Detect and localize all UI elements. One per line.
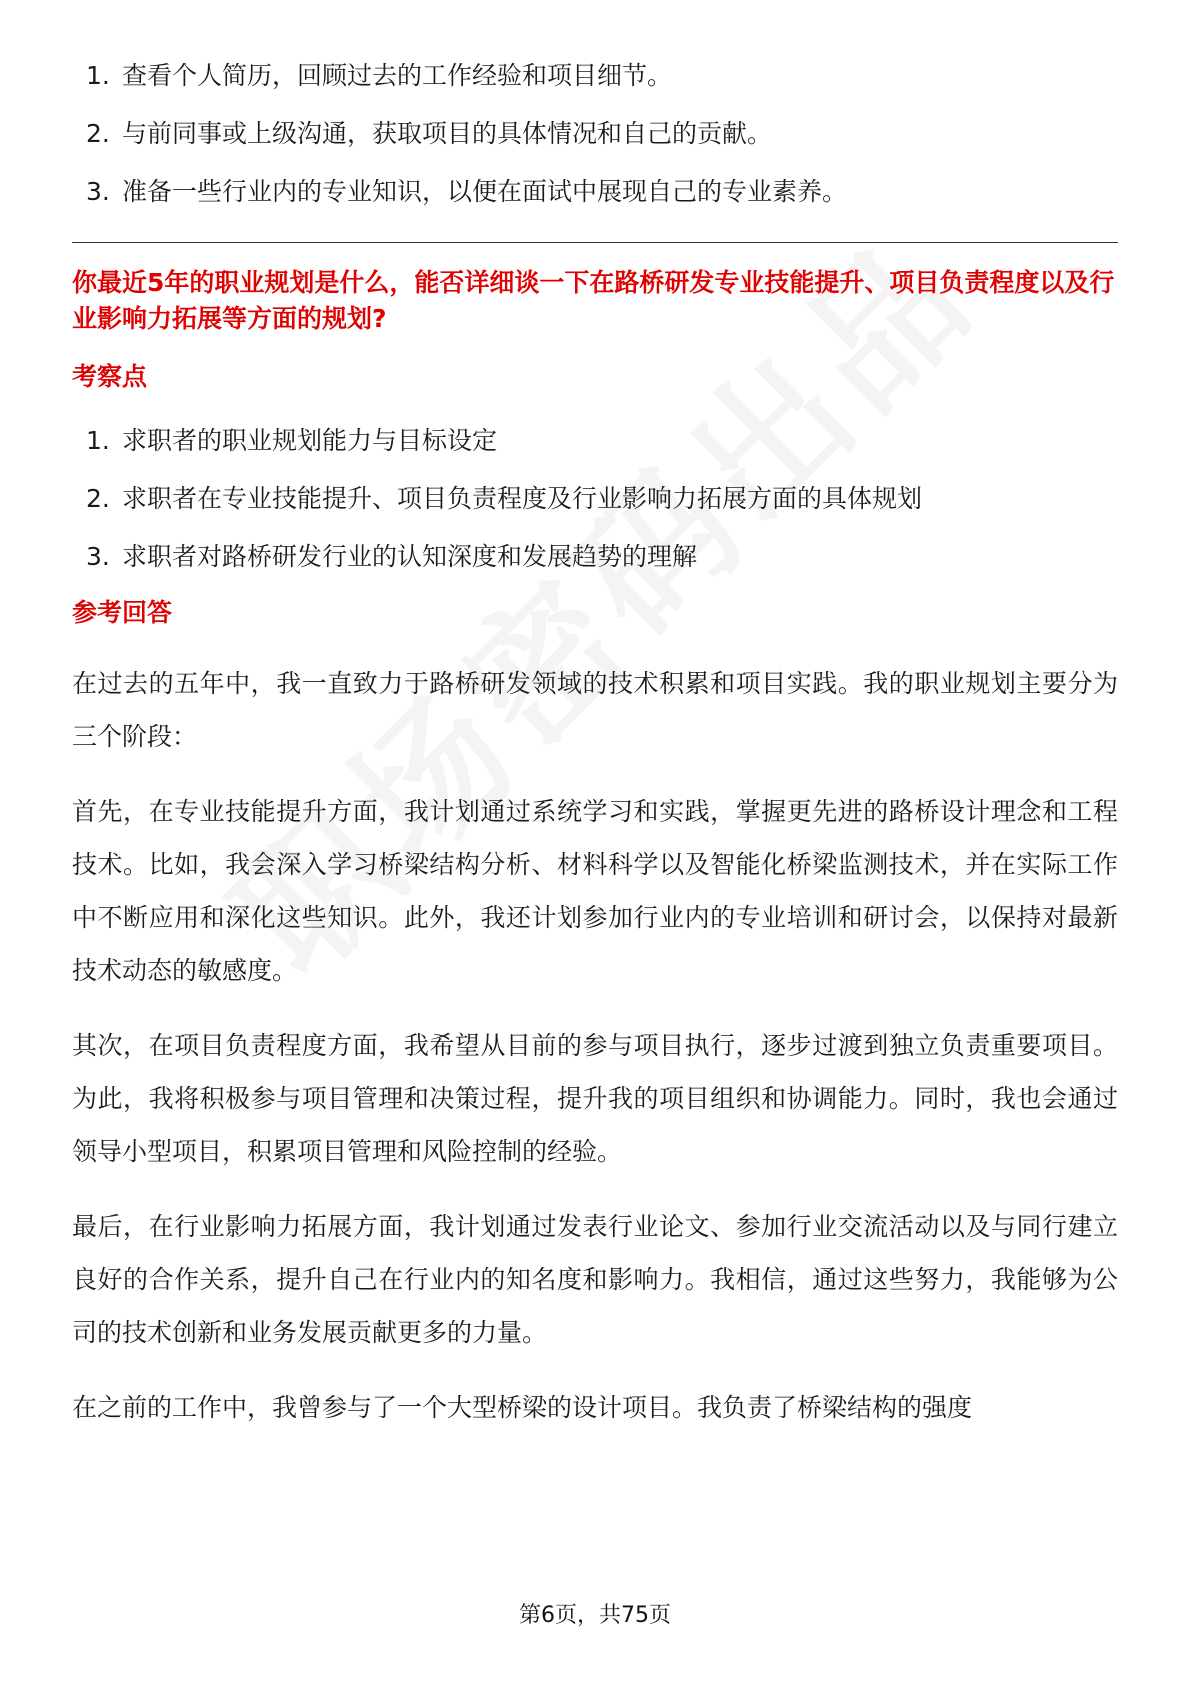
list-number: 2.	[86, 484, 110, 513]
list-item-text: 查看个人简历，回顾过去的工作经验和项目细节。	[122, 61, 673, 90]
focus-list	[72, 421, 1118, 577]
answer-paragraph: 在过去的五年中，我一直致力于路桥研发领域的技术积累和项目实践。我的职业规划主要分为三个阶段：	[72, 669, 1118, 751]
list-item	[72, 56, 1118, 96]
answer-paragraph: 其次，在项目负责程度方面，我希望从目前的参与项目执行，逐步过渡到独立负责重要项目。为此，我将积极参与项目管理和决策过程，提升我的项目组织和协调能力。同时，我也会通过领导小型项目，积累项目管理和风险控制的经验。	[72, 1031, 1118, 1166]
list-item-text: 与前同事或上级沟通，获取项目的具体情况和自己的贡献。	[122, 119, 773, 148]
list-item	[72, 172, 1118, 212]
section-divider	[72, 242, 1118, 243]
answer-paragraph: 首先，在专业技能提升方面，我计划通过系统学习和实践，掌握更先进的路桥设计理念和工程技术。比如，我会深入学习桥梁结构分析、材料科学以及智能化桥梁监测技术，并在实际工作中不断应用和深化这些知识。此外，我还计划参加行业内的专业培训和研讨会，以保持对最新技术动态的敏感度。	[72, 797, 1118, 985]
focus-heading: 考察点	[72, 362, 148, 391]
preparation-list	[72, 56, 1118, 212]
interview-question: 你最近5年的职业规划是什么，能否详细谈一下在路桥研发专业技能提升、项目负责程度以及行业影响力拓展等方面的规划?	[72, 268, 1115, 333]
list-number: 1.	[86, 61, 110, 90]
list-number: 3.	[86, 542, 110, 571]
list-number: 1.	[86, 426, 110, 455]
list-item	[72, 537, 1118, 577]
list-item-text: 求职者的职业规划能力与目标设定	[122, 426, 498, 455]
answer-paragraph: 最后，在行业影响力拓展方面，我计划通过发表行业论文、参加行业交流活动以及与同行建立良好的合作关系，提升自己在行业内的知名度和影响力。我相信，通过这些努力，我能够为公司的技术创新和业务发展贡献更多的力量。	[72, 1212, 1118, 1347]
answer-paragraph: 在之前的工作中，我曾参与了一个大型桥梁的设计项目。我负责了桥梁结构的强度	[72, 1393, 973, 1422]
list-item	[72, 114, 1118, 154]
list-item	[72, 479, 1118, 519]
page-content	[72, 56, 1118, 1456]
list-number: 3.	[86, 177, 110, 206]
page-number: 第6页，共75页	[519, 1603, 671, 1628]
list-item-text: 准备一些行业内的专业知识，以便在面试中展现自己的专业素养。	[122, 177, 848, 206]
list-item-text: 求职者对路桥研发行业的认知深度和发展趋势的理解	[122, 542, 698, 571]
answer-heading: 参考回答	[72, 598, 173, 627]
list-item	[72, 421, 1118, 461]
list-item-text: 求职者在专业技能提升、项目负责程度及行业影响力拓展方面的具体规划	[122, 484, 923, 513]
list-number: 2.	[86, 119, 110, 148]
